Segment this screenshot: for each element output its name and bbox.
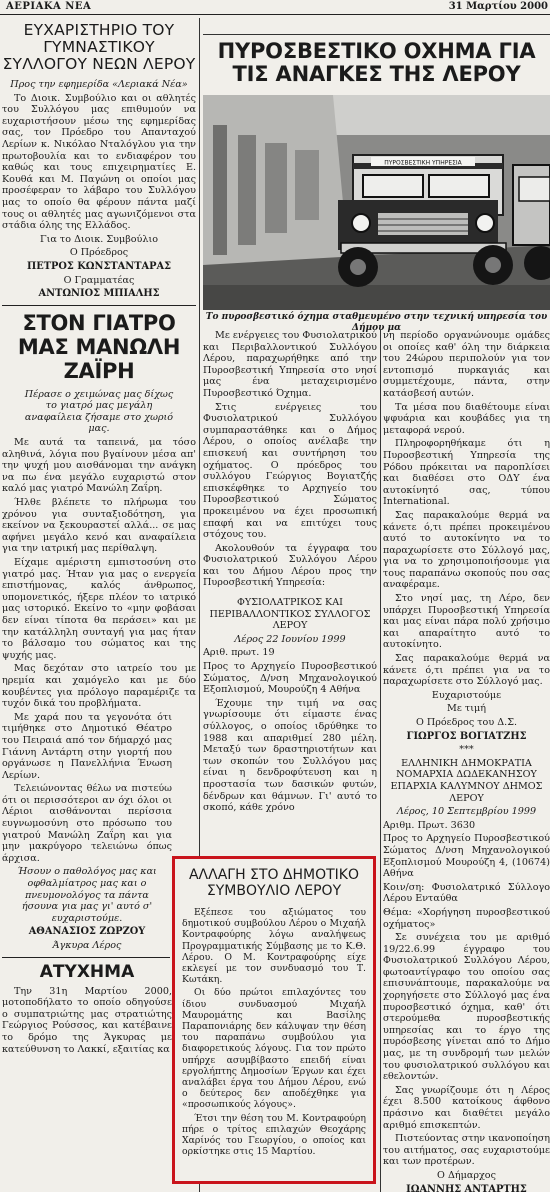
- letter-continued-2: Τα μέσα που διαθέτουμε είναι ψφυάρια και κουβάδες για τη μεταφορά νερού.: [383, 401, 550, 436]
- fire-truck-photo: [203, 95, 550, 310]
- doctor-paragraph-6: Τελειώνοντας θέλω να πιστεύω ότι οι περισσότεροι αν όχι όλοι οι Λέριοι αισθάνονται περίσσια ευγνωμοσύνη στο πρόσωπο του γιατρού Μανώλη Ζαΐρη και για μην μακρύγορο τελειώνω όπως άρχισα.: [2, 783, 172, 864]
- thanks-signoff: Για το Διοικ. Συμβούλιο: [39, 233, 159, 245]
- letter-date: Λέρος 22 Ιουνίου 1999: [234, 633, 346, 645]
- municipality-cc: Κοιν/ση: Φυσιολατρικό Σύλλογο Λέρου Ενταύθα: [383, 881, 550, 905]
- section-divider: [2, 957, 170, 958]
- letter-thanks: Ευχαριστούμε: [431, 689, 502, 701]
- letter-regards: Με τιμή: [447, 703, 486, 715]
- photo-caption: Το πυροσβεστικό όχημα σταθμευμένο στην τεχνική υπηρεσία του Δήμου μα: [205, 312, 548, 333]
- letter-continued-6: Σας παρακαλούμε θερμά να κάνετε ό,τι πρέπει για να το παραχωρίσετε στο Σύλλογό μας.: [383, 653, 550, 688]
- letter-continued-3: Πληροφορηθήκαμε ότι η Πυροσβεστική Υπηρεσία της Ρόδου πρόκειται να παροπλίσει και διαθέσει στο ΟΔΥ ένα αυτοκίνητό σας, τύπου International.: [383, 438, 550, 508]
- letter-president-role: Ο Πρόεδρος του Δ.Σ.: [415, 717, 518, 728]
- municipality-paragraph-2: Σας γνωρίζουμε ότι η Λέρος έχει 8.500 κατοίκους άφθονο πράσινο και διαθέτει μεγάλο αριθμό επισκεπτών.: [383, 1084, 550, 1131]
- letter-president-name: ΓΙΩΡΓΟΣ ΒΟΓΙΑΤΖΗΣ: [406, 730, 527, 742]
- doctor-article-title: ΣΤΟΝ ΓΙΑΤΡΟ ΜΑΣ ΜΑΝΩΛΗ ΖΑΪΡΗ: [17, 310, 181, 383]
- letter-protocol: Αριθ. πρωτ. 19: [203, 647, 275, 659]
- thanks-article-title: ΕΥΧΑΡΙΣΤΗΡΙΟ ΤΟΥ ΓΥΜΝΑΣΤΙΚΟΥ ΣΥΛΛΟΓΟΥ ΝΕΩΝ ΛΕΡΟΥ: [2, 21, 196, 73]
- council-change-box: [172, 856, 376, 1184]
- letter-continued-1: νη περίοδο οργανώνουμε ομάδες οι οποίες καθ' όλη την διάρκεια του 24ώρου περιπολούν για τον εντοπισμό πυρκαγιάς και συμμετέχουμε, πάντα, στην κατάσβεσή αυτών.: [383, 330, 550, 399]
- fire-truck-paragraph-1: Με ενέργειες του Φυσιολατρικού και Περιβαλλοντικού Συλλόγου Λέρου, παραχωρήθηκε από την Πυροσβεστική Υπηρεσία στο νησί μας ένα μεταχειρισμένο Πυροσβεστικό Όχημα.: [203, 330, 377, 399]
- column-rule-2: [380, 330, 381, 1192]
- publication-name: ΑΕΡΙΑΚΑ ΝΕΑ: [6, 1, 92, 12]
- letter-continued-4: Σας παρακαλούμε θερμά να κάνετε ό,τι πρέπει προκειμένου αυτό το αυτοκίνητο να το παραχωρίσετε στο Σύλλογό μας, για να το χρησιμοποιήσουμε για τους παραπάνω σκοπούς που σας αναφέραμε.: [383, 509, 550, 591]
- council-change-paragraph-3: Έτσι την θέση του Μ. Κοντραφούρη πήρε ο τρίτος επιλαχών Θεοχάρης Χαρίνός του Γεωργίου, ο οποίος και ορκίστηκε στις 15 Μαρτίου.: [182, 1112, 366, 1158]
- letter-body: Έχουμε την τιμή να σας γνωρίσουμε ότι είμαστε ένας σύλλογος, ο οποίος ιδρύθηκε το 1988 και απαριθμεί 280 μέλη. Μεταξύ των δραστηριοτήτων και των σκοπών του Συλλόγου μας είναι η δενδροφύτευση και η προστασία των δασικών φυτών, δένδρων και θάμνων. Γι' αυτό το σκοπό, κάθε χρόνο: [203, 697, 377, 814]
- doctor-paragraph-2: Ήλθε βλέπετε το πλήρωμα του χρόνου για συνταξιοδότηση, για εκείνον να ξεκουραστεί αλλά... σε μας αφήνει μεγάλο κενό και αναφαίλεια για την ιατρική μας περίθαλψη.: [2, 497, 196, 555]
- secretary-role: Ο Γραμματέας: [63, 274, 135, 286]
- doctor-paragraph-5: Με χαρά που τα γεγονότα ότι τιμήθηκε στο Δημοτικό Θέατρο του Πειραιά από τον δήμαρχό μας Γιάννη Αντάρτη στην γιορτή που οργάνωσε η Πανελλήνια Ένωση Λερίων.: [2, 711, 172, 781]
- issue-date: 31 Μαρτίου 2000: [448, 1, 548, 12]
- doctor-poem-intro: Πέρασε ο χειμώνας μας δίχως το γιατρό μας μεγάλη αναφαίλεια ζήσαμε στο χωριό μας.: [24, 388, 174, 435]
- secretary-name: ΑΝΤΩΝΙΟΣ ΜΠΙΑΛΗΣ: [38, 288, 160, 300]
- mayor-name: ΙΩΑΝΝΗΣ ΑΝΤΑΡΤΗΣ: [406, 1183, 527, 1192]
- fire-truck-paragraph-2: Στις ενέργειες του Φυσιολατρικού Συλλόγου συμπαραστάθηκε και ο Δήμος Λέρου, ο οποίος ανέλαβε την επισκευή και συντήρηση του οχήματος. Ο πρόεδρος του συλλόγου Γεώργιος Βογιατζής επισκέφθηκε το Αρχηγείο του Πυροσβεστικού Σώματος προκειμένου να έχει προσωπική επαφή και να επιτύχει τους στόχους του.: [203, 401, 377, 541]
- thanks-addressee: Προς την εφημερίδα «Λεριακά Νέα»: [10, 79, 188, 90]
- municipality-recipient: Προς το Αρχηγείο Πυροσβεστικού Σώματος Δ/νση Μηχανολογικού Εξοπλισμού Μουρούζη 4, (10674) Αθήνα: [383, 833, 550, 880]
- municipality-subject: Θέμα: «Χορήγηση πυροσβεστικού οχήματος»: [383, 906, 550, 930]
- municipality-letter-date: Λέρος, 10 Σεπτεμβρίου 1999: [396, 806, 537, 818]
- doctor-signature-place: Άγκυρα Λέρος: [52, 940, 122, 951]
- feature-title: ΠΥΡΟΣΒΕΣΤΙΚΟ ΟΧΗΜΑ ΓΙΑ ΤΙΣ ΑΝΑΓΚΕΣ ΤΗΣ ΛΕΡΟΥ: [217, 39, 536, 86]
- letter-continued-5: Στο νησί μας, τη Λέρο, δεν υπάρχει Πυροσβεστική Υπηρεσία και μας είναι πάρα πολύ χρήσιμο και απαραίτητο αυτό το αυτοκίνητο.: [383, 593, 550, 651]
- president-role: Ο Πρόεδρος: [69, 247, 129, 259]
- fire-truck-paragraph-3: Ακολουθούν τα έγγραφα του Φυσιολατρικού Συλλόγου Λέρου και του Δήμου Λέρου προς την Πυροσβεστική Υπηρεσία:: [203, 542, 377, 589]
- doctor-paragraph-3: Είχαμε αμέριστη εμπιστοσύνη στο γιατρό μας. Ήταν για μας ο ενεργεία επιστήμονας, καλός άνθρωπος, υπομονετικός, ήξερε πλέον το ιατρικό μας ιστορικό. Εκείνο το «μην φοβάσαι δεν είναι τίποτα θα περάσει» και με την κατάλληλη συνταγή για μας ήταν το βάλσαμο του σώματος και της ψυχής μας.: [2, 557, 196, 661]
- doctor-paragraph-1: Με αυτά τα ταπεινά, μα τόσο αληθινά, λόγια που βγαίνουν μέσα απ' την ψυχή μου αισθάνομαι την ανάγκη να πω ένα μεγάλο ευχαριστώ στον καλό μας γιατρό Μανώλη Ζαΐρη.: [2, 437, 196, 495]
- letter-recipient: Προς το Αρχηγείο Πυροσβεστικού Σώματος, Δ/νση Μηχανολογικού Εξοπλισμού, Μουρούζη 4 Αθήνα: [203, 661, 377, 696]
- doctor-paragraph-4: Μας δεχόταν στο ιατρείο του με ηρεμία και χαμόγελο και με δύο κουβέντες για πρόλογο παραμέριζε τα τυχόν δικά του προβλήματα.: [2, 663, 196, 710]
- council-change-paragraph-2: Οι δύο πρώτοι επιλαχόντες του ίδιου συνδυασμού Μιχαήλ Μαυρομάτης και Βασίλης Παραπονιάρης δεν κάλυψαν την θέση του παραπάνω συμβούλου για διαφορετικούς λόγους. Για τον πρώτο υπήρχε ασυμβίβαστο επειδή είναι εργολήπτης Δημοσίων Έργων και έχει αναλάβει έργα του Δήμου Λέρου, ενώ ο δεύτερος δεν αποδέχθηκε για «προσωπικούς λόγους».: [182, 987, 366, 1111]
- fire-truck-plate-text: ΠΥΡΟΣΒΕΣΤΙΚΗ ΥΠΗΡΕΣΙΑ: [384, 159, 462, 167]
- mayor-role: Ο Δήμαρχος: [437, 1169, 496, 1181]
- column-right: [383, 330, 550, 1192]
- section-divider: [2, 305, 196, 306]
- masthead: [0, 0, 550, 15]
- municipality-protocol: Αριθμ. Πρωτ. 3630: [383, 819, 476, 831]
- thanks-article-body: Το Διοικ. Συμβούλιο και οι αθλητές του Συλλόγου μας επιθυμούν να ευχαριστήσουν μέσω της εφημερίδας σας, τον Πρόεδρο του Απανταχού Λερίων κ. Νικόλαο Νταλόγλου για την πρωτοβουλία και το ενδιαφέρον του καθώς και τους επιχειρηματίες Ε. Κουθά και Μ. Παγώνη οι οποίοι μας προσέφεραν το λάβαρο του Συλλόγου μας το οποίο θα φέρουν πάντα μαζί τους οι αθλητές μας αγωνιζόμενοι στα στάδια όλης της Ελλάδος.: [2, 92, 196, 232]
- doctor-signature-name: ΑΘΑΝΑΣΙΟΣ ΖΩΡΖΟΥ: [28, 926, 146, 938]
- association-name: ΦΥΣΙΟΛΑΤΡΙΚΟΣ ΚΑΙ ΠΕΡΙΒΑΛΛΟΝΤΙΚΟΣ ΣΥΛΛΟΓΟΣ ΛΕΡΟΥ: [209, 597, 371, 632]
- president-name: ΠΕΤΡΟΣ ΚΩΝΣΤΑΝΤΑΡΑΣ: [27, 260, 171, 272]
- accident-body: Την 31η Μαρτίου 2000, μοτοποδήλατο το οποίο οδηγούσε ο συμπατριώτης μας στρατιώτης Γεώργιος Ρούσσος, και κατέβαινε το δρόμο της Άγκυρας με κατεύθυνση το Λακκί, εξαιτίας κα: [2, 985, 172, 1055]
- column-left: [2, 18, 196, 1192]
- accident-title: ΑΤΥΧΗΜΑ: [39, 961, 135, 982]
- fire-truck-image: [203, 95, 550, 310]
- municipality-paragraph-3: Πιστεύοντας στην ικανοποίηση του αιτήματος, σας ευχαριστούμε και των προτέρων.: [383, 1133, 550, 1168]
- council-change-title: ΑΛΛΑΓΗ ΣΤΟ ΔΗΜΟΤΙΚΟ ΣΥΜΒΟΥΛΙΟ ΛΕΡΟΥ: [188, 867, 360, 899]
- municipality-header: ΕΛΛΗΝΙΚΗ ΔΗΜΟΚΡΑΤΙΑ ΝΟΜΑΡΧΙΑ ΔΩΔΕΚΑΝΗΣΟΥ ΕΠΑΡΧΙΑ ΚΑΛΥΜΝΟΥ ΔΗΜΟΣ ΛΕΡΟΥ: [390, 757, 543, 804]
- feature-top-rule: [203, 34, 550, 35]
- council-change-paragraph-1: Εξέπεσε του αξιώματος του δημοτικού συμβούλου Λέρου ο Μιχαήλ Κοντραφούρης λόγω αναλήψεως Προγραμματικής Σύμβασης με το Κ.Θ. Λέρου. Ο Μ. Κοντραφούρης είχε εκλεγεί με τον συνδυασμό του Τ. Κωτάκη.: [182, 907, 366, 986]
- section-stars: ***: [459, 744, 474, 756]
- doctor-poem-outro: Ήσουν ο παθολόγος μας και οφθαλμίατρος μας και ο πνευμονολόγος τα πάντα ήσουνα για μας γι' αυτό σ' ευχαριστούμε.: [17, 866, 157, 924]
- municipality-paragraph-1: Σε συνέχεια του με αριθμό 19/22.6.99 έγγραφο του Φυσιολατρικού Συλλόγου Λέρου, φωτοαντίγραφο του οποίου σας επισυνάπτουμε, παρακαλούμε να χορηγήσετε στο Σύλλογό μας ένα πυροσβεστικό όχημα, καθ' ότι στερούμεθα πυροσβεστικής υπηρεσίας και το έργο της πυρόσβεσης γίνεται από το Δήμο μας, με τη συνδρομή των μελών του φυσιολατρικού συλλόγου και εθελοντών.: [383, 932, 550, 1083]
